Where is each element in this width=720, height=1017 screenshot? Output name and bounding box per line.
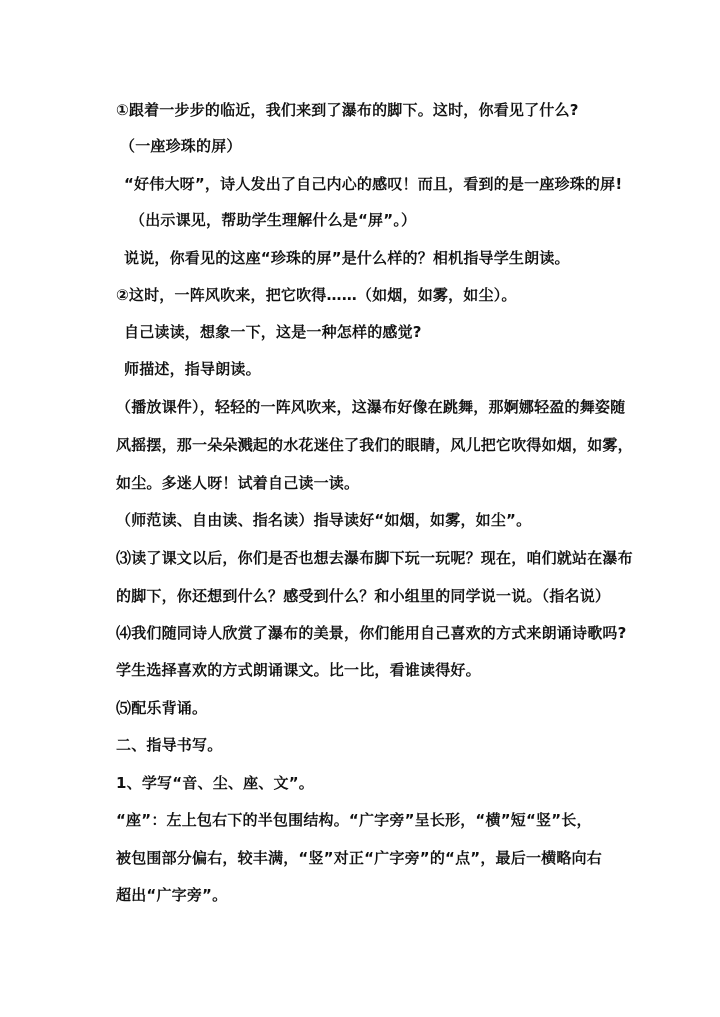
- text-line-21: 被包围部分偏右，较丰满，“竖”对正“广字旁”的“点”，最后一横略向右: [116, 849, 602, 867]
- text-line-2: （一座珍珠的屏）: [120, 137, 242, 155]
- text-line-19: 1、学写“音、尘、座、文”。: [116, 774, 314, 792]
- text-line-7: 自己读读，想象一下，这是一种怎样的感觉?: [124, 323, 422, 341]
- text-line-5: 说说，你看见的这座“珍珠的屏”是什么样的？相机指导学生朗读。: [124, 249, 570, 267]
- text-line-20: “座”：左上包右下的半包围结构。“广字旁”呈长形，“横”短“竖”长，: [116, 811, 592, 829]
- text-line-6: ②这时，一阵风吹来，把它吹得……（如烟，如雾，如尘）。: [116, 286, 517, 304]
- text-line-1: ①跟着一步步的临近，我们来到了瀑布的脚下。这时，你看见了什么?: [116, 101, 579, 119]
- text-line-8: 师描述，指导朗读。: [124, 360, 261, 378]
- text-line-10: 风摇摆，那一朵朵溅起的水花迷住了我们的眼睛，风儿把它吹得如烟，如雾，: [116, 436, 633, 454]
- text-line-13: ⑶读了课文以后，你们是否也想去瀑布脚下玩一玩呢？现在，咱们就站在瀑布: [116, 549, 633, 567]
- text-line-9: （播放课件），轻轻的一阵风吹来，这瀑布好像在跳舞，那婀娜轻盈的舞姿随: [116, 398, 626, 416]
- text-line-3: “好伟大呀”，诗人发出了自己内心的感叹！而且，看到的是一座珍珠的屏!: [124, 175, 623, 193]
- text-line-11: 如尘。多迷人呀！试着自己读一读。: [116, 474, 360, 492]
- text-line-14: 的脚下，你还想到什么？感受到什么？和小组里的同学说一说。（指名说）: [116, 587, 611, 605]
- text-line-22: 超出“广字旁”。: [116, 886, 228, 904]
- text-line-15: ⑷我们随同诗人欣赏了瀑布的美景，你们能用自己喜欢的方式来朗诵诗歌吗?: [116, 624, 627, 642]
- section-heading: 二、指导书写。: [116, 736, 223, 754]
- text-line-12: （师范读、自由读、指名读）指导读好“如烟，如雾，如尘”。: [116, 511, 532, 529]
- text-line-16: 学生选择喜欢的方式朗诵课文。比一比，看谁读得好。: [116, 661, 481, 679]
- text-line-4: （出示课见，帮助学生理解什么是“屏”。）: [130, 211, 417, 229]
- text-line-17: ⑸配乐背诵。: [116, 699, 208, 717]
